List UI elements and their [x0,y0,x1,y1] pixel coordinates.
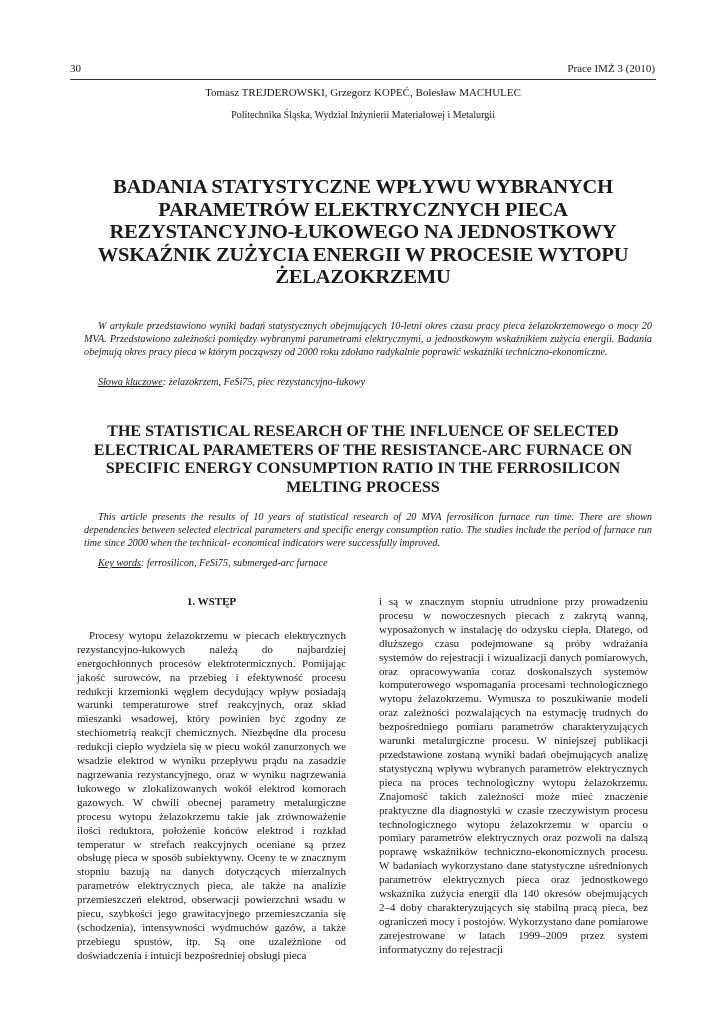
title-polish: BADANIA STATYSTYCZNE WPŁYWU WYBRANYCH PARAMETRÓW ELEKTRYCZNYCH PIECA REZYSTANCYJNO-ŁUKOWEGO NA JEDNOSTKOWY WSKAŹNIK ZUŻYCIA ENERGII W PROCESIE WYTOPU ŻELAZOKRZEMU [97,176,629,288]
header-rule [70,79,656,80]
abstract-polish: W artykule przedstawiono wyniki badań statystycznych obejmujących 10-letni okres czasu pracy pieca żelazokrzemowego o mocy 20 MVA. Przedstawiono zależności pomiędzy wybranymi parametrami elektrycznymi, a jednostkowym wskaźnikiem zużycia energii. Badania obejmują okres pracy pieca w którym począwszy od 2000 roku zdołano radykalnie poprawić wskaźniki techniczno-ekonomiczne. [84,321,652,359]
section-heading: 1. WSTĘP [186,596,237,608]
abstract-english: This article presents the results of 10 years of statistical research of 20 MVA ferrosilicon furnace run time. There are shown dependencies between selected electrical parameters and specific energy consumption ratio. The studies include the period of furnace run time since 2000 when the technical- economical indicators were successfully improved. [84,512,652,550]
body-column-right [379,596,648,958]
keywords-english-label: Key words [98,558,141,569]
body-paragraph: Procesy wytopu żelazokrzemu w piecach elektrycznych rezystancyjno-łukowych należą do najbardziej energochłonnych procesów elektrotermicznych. Pomijając jakość surowców, na przebieg i efektywność procesu redukcji krzemionki węglem decydujący wpływ posiadają warunki temperaturowe stref reakcyjnych, oraz skład mieszanki wsadowej, który powinien być zgodny ze stechiometrią reakcji chemicznych. Niezbędne dla procesu redukcji ciepło wydziela się w piecu wokół zanurzonych we wsadzie elektrod w wyniku przepływu prądu na zasadzie nagrzewania rezystancyjnego, oraz w wyniku nagrzewania łukowego w zlokalizowanych wokół elektrod komorach gazowych. W chwili obecnej parametry metalurgiczne procesu wytopu żelazokrzemu takie jak zrównoważenie ilości reduktora, położenie końców elektrod i rozkład temperatur w strefach reakcyjnych oceniane są przez obsługę pieca w sposób subiektywny. Oceny te w znacznym stopniu bazują na danych dotyczących mierzalnych parametrów elektrycznych pieca, ale także na analizie przemieszczeń elektrod, obserwacji powierzchni wsadu w piecu, szybkości jego grawitacyjnego przemieszczania się (schodzenia), intensywności wydmuchów gazów, a także przebiegu spustów, itp. Są one uzależnione od doświadczenia i intuicji bezpośredniej obsługi pieca [77,629,346,962]
keywords-polish-label: Słowa kluczowe [98,377,163,388]
journal-reference: Prace IMŻ 3 (2010) [567,63,655,75]
keywords-english-text: : ferrosilicon, FeSi75, submerged-arc furnace [140,558,328,569]
page-number: 30 [70,63,81,75]
body-column-left [77,596,346,964]
authors: Tomasz TREJDEROWSKI, Grzegorz KOPEĆ, Bolesław MACHULEC [205,87,521,99]
keywords-english [98,557,658,570]
keywords-polish [98,376,658,389]
affiliation: Politechnika Śląska, Wydział Inżynierii Materiałowej i Metalurgii [231,110,495,121]
title-english: THE STATISTICAL RESEARCH OF THE INFLUENCE OF SELECTED ELECTRICAL PARAMETERS OF THE RESISTANCE-ARC FURNACE ON SPECIFIC ENERGY CONSUMPTION RATIO IN THE FERROSILICON MELTING PROCESS [93,423,633,496]
body-paragraph: i są w znacznym stopniu utrudnione przy prowadzeniu procesu w nowoczesnych piecach z zakrytą wanną, wyposażonych w instalację do odzysku ciepła. Dlatego, od dłuższego czasu podejmowane są próby wdrażania systemów do rejestracji i wizualizacji danych pomiarowych, oraz opracowywania coraz doskonalszych systemów komputerowego wspomagania procesami technologicznego wytopu żelazokrzemu. Wymusza to poszukiwanie modeli oraz zależności pozwalających na estymację trudnych do bezpośredniego pomiaru parametrów charakteryzujących warunki metalurgiczne procesu. W niniejszej publikacji przedstawione zostaną wyniki badań obejmujących analizę statystyczną wpływu wybranych parametrów elektrycznych pieca na proces technologiczny wytopu żelazokrzemu. Znajomość takich zależności może mieć znaczenie praktyczne dla diagnostyki w czasie rzeczywistym procesu technologicznego wytopu żelazokrzemu w oparciu o pomiary parametrów elektrycznych oraz pozwoli na dalszą poprawę wskaźników techniczno-ekonomicznych procesu. W badaniach wykorzystano dane statystyczne uśrednionych parametrów elektrycznych pieca oraz jednostkowego wskaźnika zużycia energii dla 140 okresów obejmujących 2–4 doby charakteryzujących się stabilną pracą pieca, bez ograniczeń mocy i postojów. Wykorzystano dane pomiarowe zarejestrowane w latach 1999–2009 przez system informatyczny do rejestracji [379,596,648,956]
keywords-polish-text: : żelazokrzem, FeSi75, piec rezystancyjno-łukowy [162,377,365,388]
